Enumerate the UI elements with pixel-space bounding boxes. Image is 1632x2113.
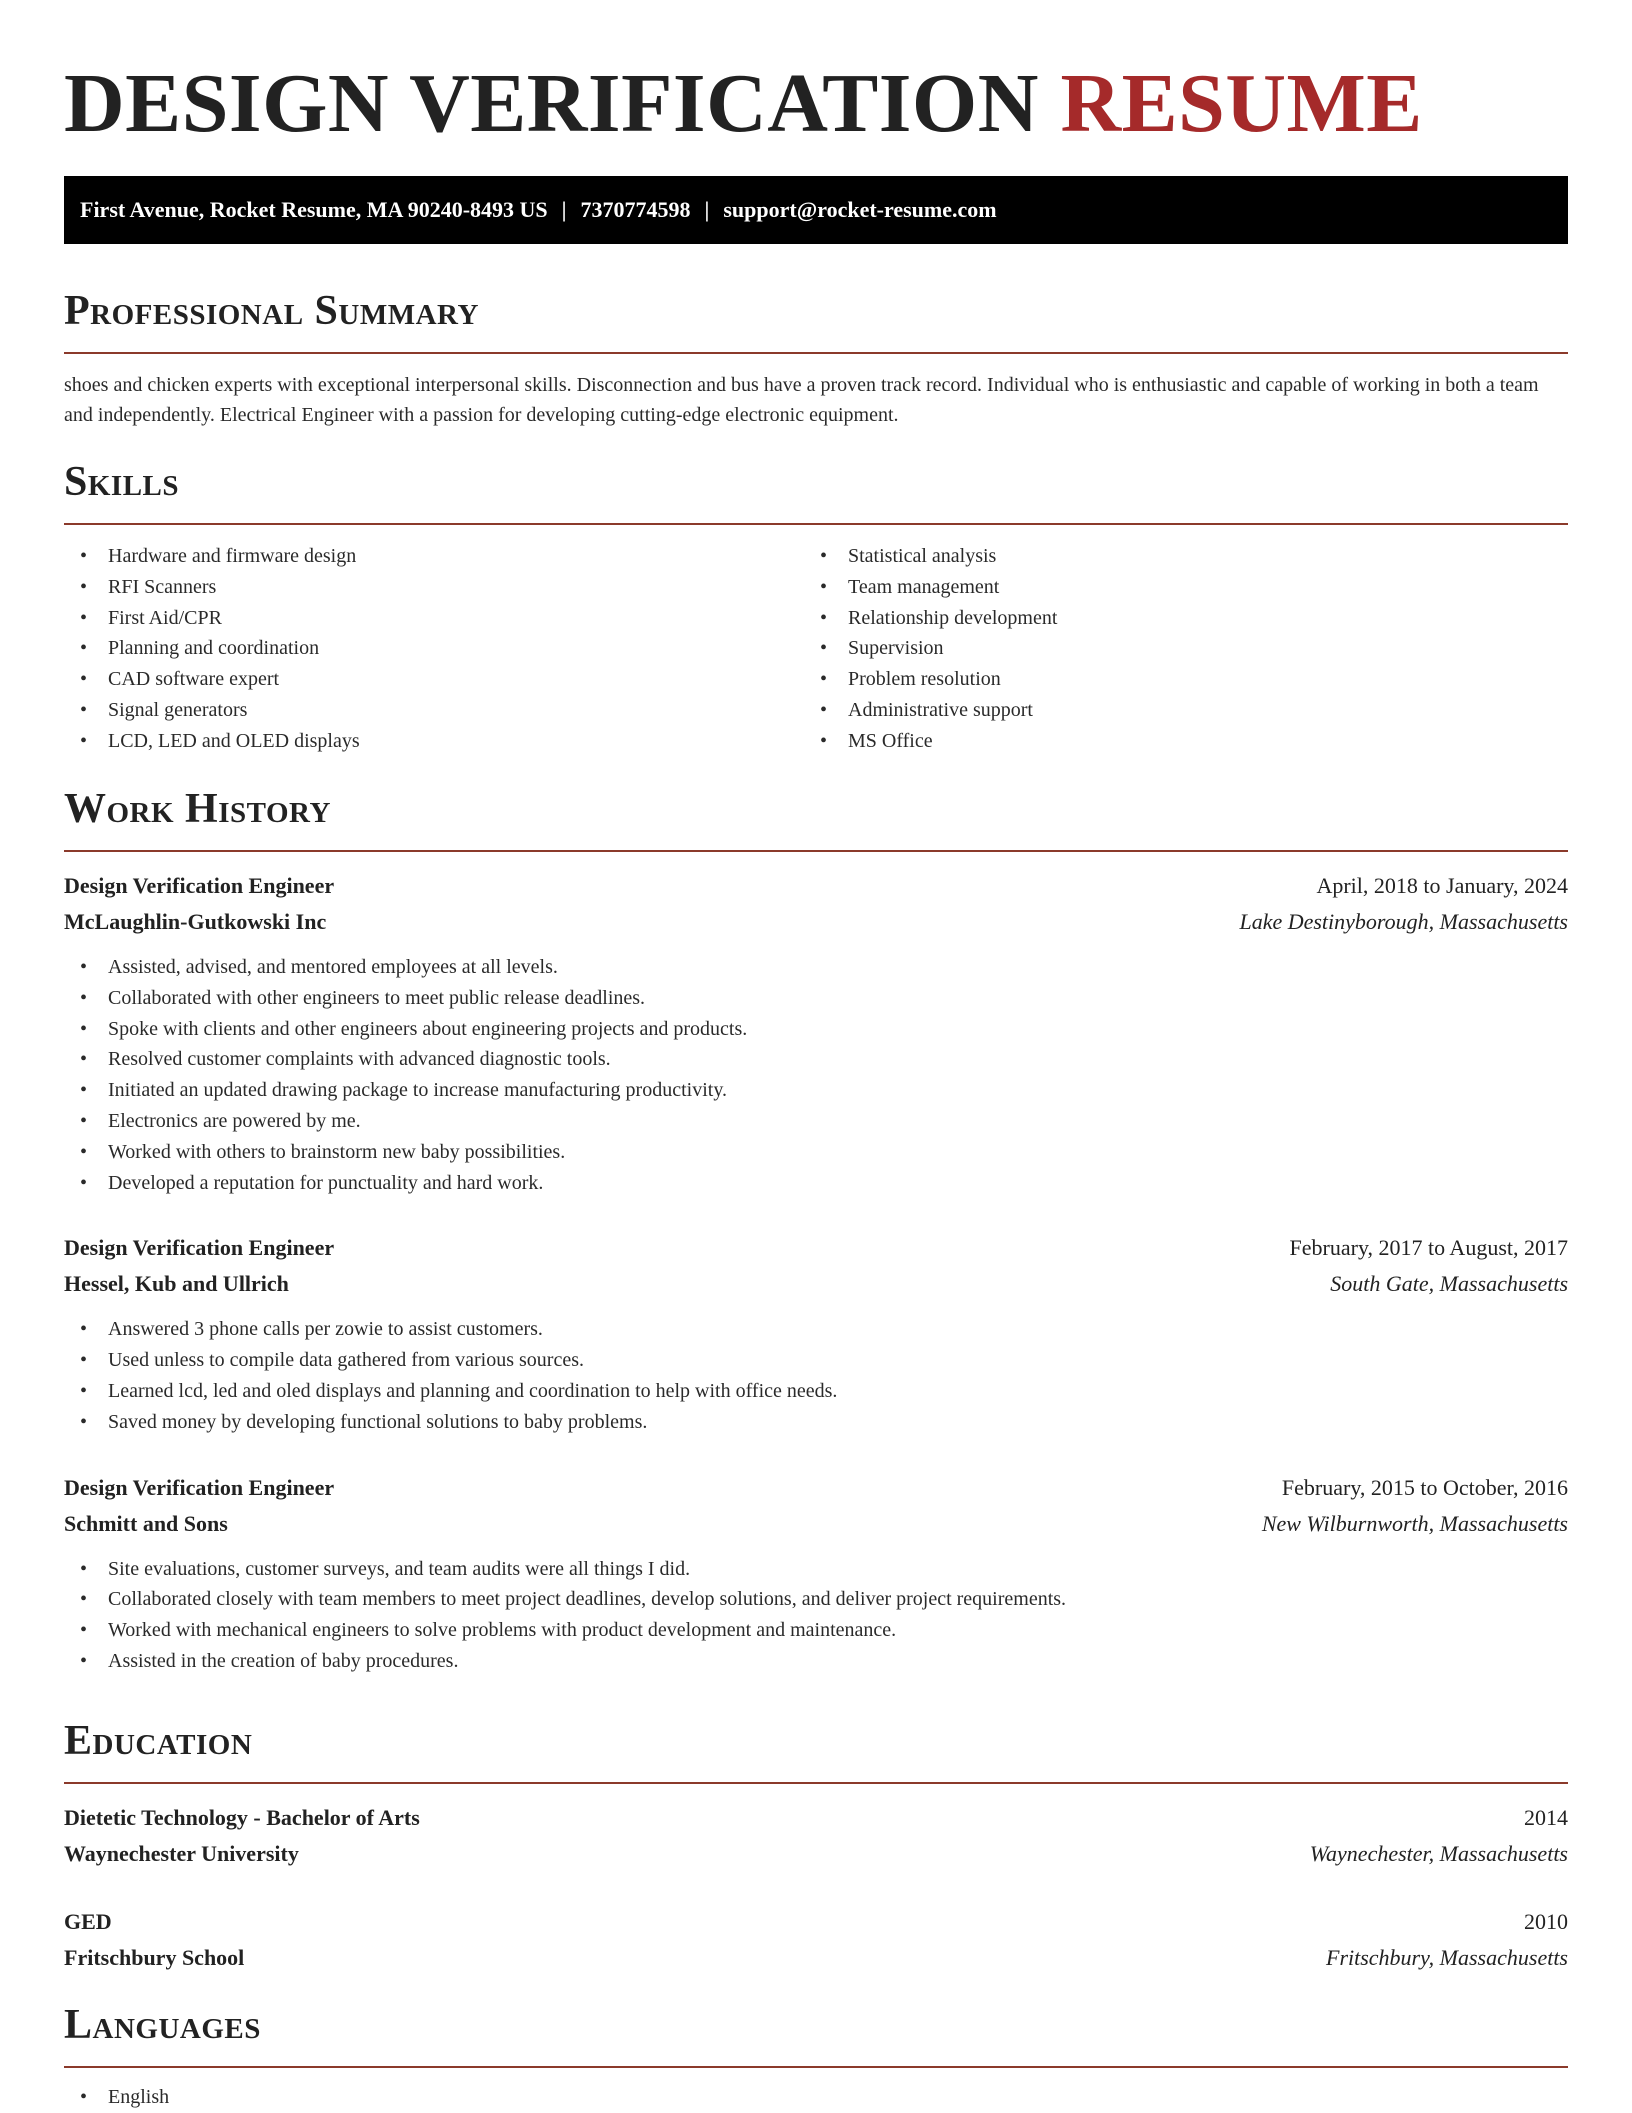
skill-item: • Relationship development <box>804 603 1544 634</box>
skill-item: • LCD, LED and OLED displays <box>64 726 804 757</box>
work-heading: Work History <box>64 786 331 832</box>
job-bullet: • Collaborated closely with team members to meet project deadlines, develop solutions, and deliver project requirements. <box>64 1584 1568 1615</box>
languages-heading: Languages <box>64 2002 261 2048</box>
job-title: Design Verification Engineer <box>64 873 335 898</box>
skills-heading: Skills <box>64 459 180 505</box>
job-location: Lake Destinyborough, Massachusetts <box>1239 909 1568 934</box>
job-title: Design Verification Engineer <box>64 1235 335 1261</box>
education-school-row <box>64 1836 1568 1872</box>
job-company: Hessel, Kub and Ullrich <box>64 1271 289 1297</box>
education-header-row <box>64 1800 1568 1836</box>
education-year: 2010 <box>1524 1909 1568 1934</box>
job-dates: February, 2015 to October, 2016 <box>1281 1474 1568 1500</box>
education-school: Fritschbury School <box>64 1945 245 1970</box>
job-bullets <box>64 1314 1568 1437</box>
skill-item: • Team management <box>804 572 1544 603</box>
education-location: Waynechester, Massachusetts <box>1309 1841 1568 1866</box>
contact-address: First Avenue, Rocket Resume, MA 90240-8493 US <box>80 197 548 222</box>
skill-item: • MS Office <box>804 726 1544 757</box>
languages-list <box>64 2082 1568 2113</box>
job-company: Schmitt and Sons <box>64 1510 228 1536</box>
skill-item: • RFI Scanners <box>64 572 804 603</box>
job-entry <box>64 1230 1568 1437</box>
summary-section <box>64 284 1568 430</box>
contact-separator: | <box>561 197 567 222</box>
job-location: South Gate, Massachusetts <box>1330 1271 1568 1297</box>
skills-section <box>64 455 1568 757</box>
job-company-row <box>64 1506 1568 1542</box>
education-location: Fritschbury, Massachusetts <box>1326 1945 1568 1970</box>
skills-list-right <box>804 541 1544 757</box>
contact-email[interactable]: support@rocket-resume.com <box>723 197 997 222</box>
skills-list-left <box>64 541 804 757</box>
section-divider <box>64 1782 1568 1784</box>
education-entry <box>64 1904 1568 1976</box>
resume-page <box>64 0 1568 2108</box>
job-title: Design Verification Engineer <box>64 1474 335 1500</box>
job-company-row <box>64 904 1568 940</box>
job-company: McLaughlin-Gutkowski Inc <box>64 909 327 934</box>
contact-separator: | <box>704 197 710 222</box>
job-header-row <box>64 1230 1568 1266</box>
work-section <box>64 782 1568 1677</box>
job-bullet: • Assisted in the creation of baby procedures. <box>64 1646 1568 1677</box>
section-divider <box>64 850 1568 852</box>
job-dates: February, 2017 to August, 2017 <box>1289 1235 1568 1261</box>
skill-item: • Administrative support <box>804 695 1544 726</box>
job-header-row <box>64 1470 1568 1506</box>
skill-item: • Hardware and firmware design <box>64 541 804 572</box>
resume-title <box>64 58 1568 150</box>
skills-columns <box>64 541 1568 757</box>
skill-item: • Supervision <box>804 633 1544 664</box>
job-header-row <box>64 868 1568 904</box>
job-bullet: • Worked with others to brainstorm new baby possibilities. <box>64 1137 1568 1168</box>
job-entry <box>64 868 1568 1198</box>
job-bullet: • Site evaluations, customer surveys, and team audits were all things I did. <box>64 1554 1568 1585</box>
job-entry <box>64 1470 1568 1677</box>
job-bullet: • Worked with mechanical engineers to solve problems with product development and maintenance. <box>64 1615 1568 1646</box>
education-header-row <box>64 1904 1568 1940</box>
contact-bar <box>64 176 1568 244</box>
job-bullet: • Collaborated with other engineers to meet public release deadlines. <box>64 983 1568 1014</box>
job-bullet: • Electronics are powered by me. <box>64 1106 1568 1137</box>
skill-item: • Statistical analysis <box>804 541 1544 572</box>
job-bullet: • Saved money by developing functional solutions to baby problems. <box>64 1407 1568 1438</box>
education-degree: GED <box>64 1909 112 1934</box>
job-company-row <box>64 1266 1568 1302</box>
job-bullet: • Resolved customer complaints with advanced diagnostic tools. <box>64 1044 1568 1075</box>
summary-text: shoes and chicken experts with exceptional interpersonal skills. Disconnection and bus have a proven track record. Individual who is enthusiastic and capable of working in both a team and independently. Electrical Engineer with a passion for developing cutting-edge electronic equipment. <box>64 374 1539 426</box>
title-accent: RESUME <box>1060 57 1423 150</box>
job-bullet: • Learned lcd, led and oled displays and planning and coordination to help with office needs. <box>64 1376 1568 1407</box>
job-bullet: • Developed a reputation for punctuality and hard work. <box>64 1168 1568 1199</box>
job-bullet: • Used unless to compile data gathered from various sources. <box>64 1345 1568 1376</box>
education-degree: Dietetic Technology - Bachelor of Arts <box>64 1805 420 1830</box>
language-item: • English <box>64 2082 1568 2113</box>
contact-phone[interactable]: 7370774598 <box>580 197 691 222</box>
job-dates: April, 2018 to January, 2024 <box>1316 873 1568 898</box>
job-bullet: • Answered 3 phone calls per zowie to assist customers. <box>64 1314 1568 1345</box>
education-heading: Education <box>64 1718 253 1764</box>
title-main: DESIGN VERIFICATION <box>64 57 1039 150</box>
section-divider <box>64 523 1568 525</box>
education-section <box>64 1714 1568 1976</box>
education-entry <box>64 1800 1568 1872</box>
skill-item: • Planning and coordination <box>64 633 804 664</box>
section-divider <box>64 2066 1568 2068</box>
skill-item: • First Aid/CPR <box>64 603 804 634</box>
job-bullet: • Initiated an updated drawing package to increase manufacturing productivity. <box>64 1075 1568 1106</box>
skill-item: • Signal generators <box>64 695 804 726</box>
education-school: Waynechester University <box>64 1841 299 1866</box>
job-location: New Wilburnworth, Massachusetts <box>1261 1510 1568 1536</box>
skill-item: • CAD software expert <box>64 664 804 695</box>
skill-item: • Problem resolution <box>804 664 1544 695</box>
job-bullets <box>64 952 1568 1198</box>
job-bullet: • Spoke with clients and other engineers about engineering projects and products. <box>64 1014 1568 1045</box>
job-bullets <box>64 1554 1568 1677</box>
education-school-row <box>64 1940 1568 1976</box>
summary-heading: Professional Summary <box>64 288 479 334</box>
job-bullet: • Assisted, advised, and mentored employees at all levels. <box>64 952 1568 983</box>
languages-section <box>64 1998 1568 2113</box>
section-divider <box>64 352 1568 354</box>
education-year: 2014 <box>1524 1805 1568 1830</box>
